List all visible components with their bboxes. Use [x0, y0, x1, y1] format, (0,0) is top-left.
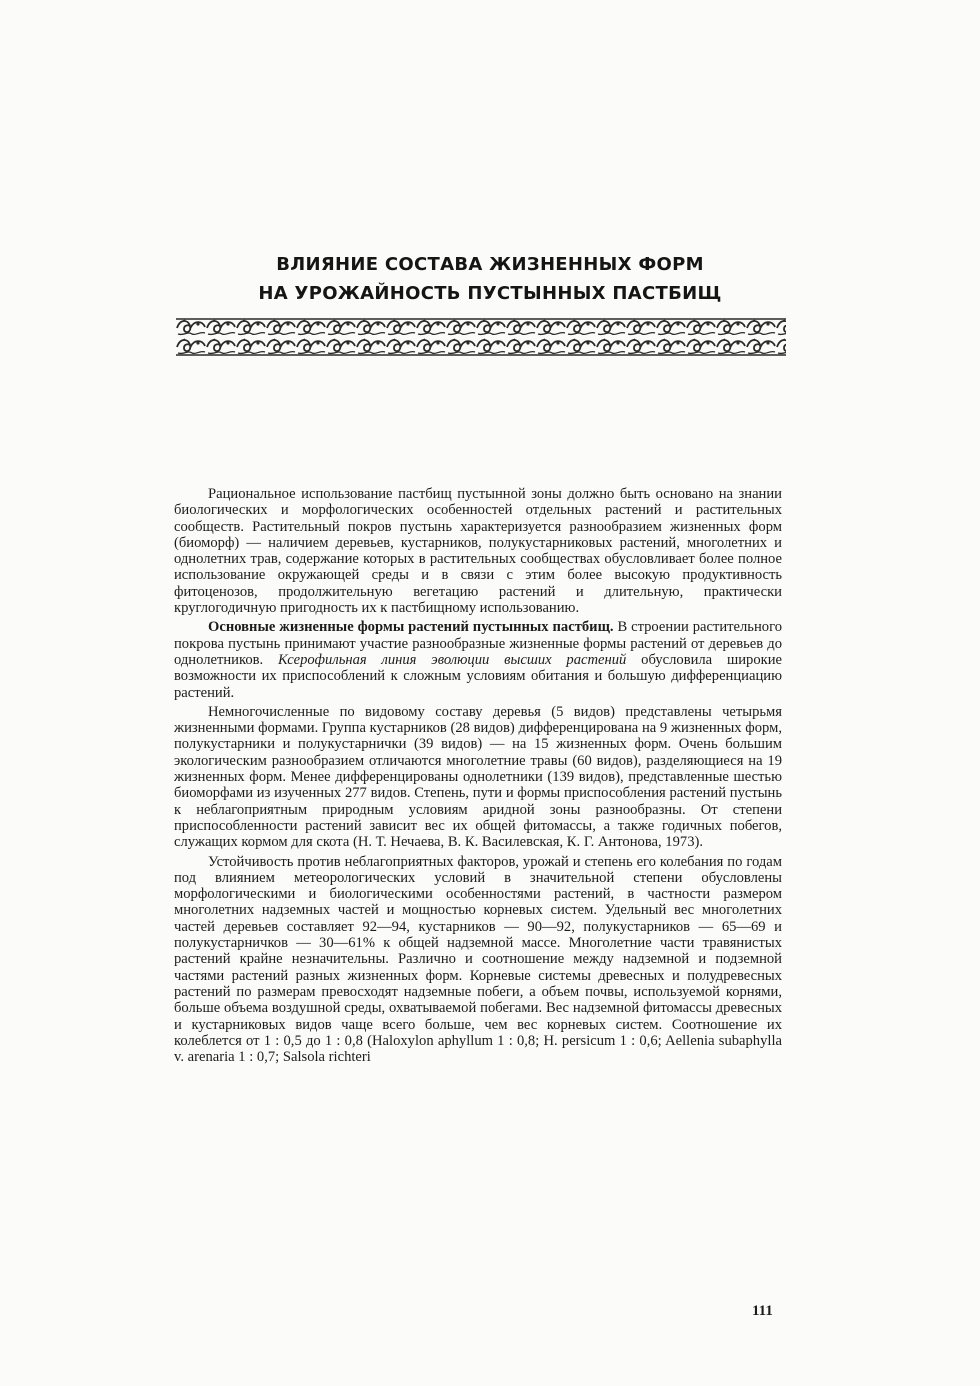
- paragraph-resistance: Устойчивость против неблагоприятных факторов, урожай и степень его колебания по годам под влиянием метеорологических условий в значительной степени обусловлены морфологическими и биологическими особенностями растений, в частности размером многолетних надземных частей и мощностью корневых систем. Удельный вес многолетних частей деревьев составляет 92—94, кустарников — 90—92, полукустарников — 65—69 и полукустарничков — 30—61% к общей надземной массе. Многолетние части травянистых растений крайне незначительны. Различно и соотношение между надземной и подземной частями растений разных жизненных форм. Корневые системы древесных и полудревесных растений по размерам превосходят надземные побеги, а объем почвы, используемой корнями, больше объема воздушной среды, охватываемой побегами. Вес надземной фитомассы древесных и кустарниковых видов чаще всего больше, чем вес корневых систем. Соотношение их колеблется от 1 : 0,5 до 1 : 0,8 (Haloxylon aphyllum 1 : 0,8; H. persicum 1 : 0,6; Aellenia subaphylla v. arenaria 1 : 0,7; Salsola richteri: [174, 853, 782, 1066]
- italic-term: Ксерофильная линия эволюции высших растений: [277, 651, 627, 668]
- title-line-2: НА УРОЖАЙНОСТЬ ПУСТЫННЫХ ПАСТБИЩ: [258, 283, 722, 304]
- paragraph-intro: Рациональное использование пастбищ пустынной зоны должно быть основано на знании биологических и морфологических особенностей отдельных растений и растительных сообществ. Растительный покров пустынь характеризуется разнообразием жизненных форм (биоморф) — наличием деревьев, кустарников, полукустарниковых растений, многолетних и однолетних трав, содержание которых в растительных сообществах обусловливает более полное использование окружающей среды и в связи с этим более высокую продуктивность фитоценозов, продолжительную вегетацию растений и длительную, практически круглогодичную пригодность их к пастбищному использованию.: [174, 486, 782, 617]
- paragraph-text: обусловила широкие возможности их приспособлений к сложным условиям обитания и большую дифференциацию растений.: [174, 651, 782, 701]
- article-body: [174, 486, 782, 1068]
- paragraph-text: В строении растительного покрова пустынь принимают участие разнообразные жизненные формы растений от деревьев до однолетников.: [174, 619, 782, 668]
- decorative-border-icon: [176, 318, 786, 356]
- paragraph-life-forms: [174, 619, 782, 700]
- paragraph-species: Немногочисленные по видовому составу деревья (5 видов) представлены четырьмя жизненными формами. Группа кустарников (28 видов) дифференцирована на 9 жизненных форм, полукустарники и полукустарнички (39 видов) — на 15 жизненных форм. Очень большим экологическим разнообразием отличаются многолетние травы (60 видов), разделяющиеся на 19 жизненных форм. Менее дифференцированы однолетники (139 видов), представленные шестью биоморфами из изученных 277 видов. Степень, пути и формы приспособления растений пустынь к неблагоприятным природным условиям аридной зоны разнообразны. От степени приспособленности растений зависит вес их общей фитомассы, а также годичных побегов, служащих кормом для скота (Н. Т. Нечаева, В. К. Василевская, К. Г. Антонова, 1973).: [174, 703, 782, 851]
- section-heading: Основные жизненные формы растений пустынных пастбищ.: [208, 619, 614, 636]
- page-title: [220, 250, 760, 308]
- title-line-1: ВЛИЯНИЕ СОСТАВА ЖИЗНЕННЫХ ФОРМ: [276, 254, 704, 275]
- page-number: 111: [752, 1303, 773, 1319]
